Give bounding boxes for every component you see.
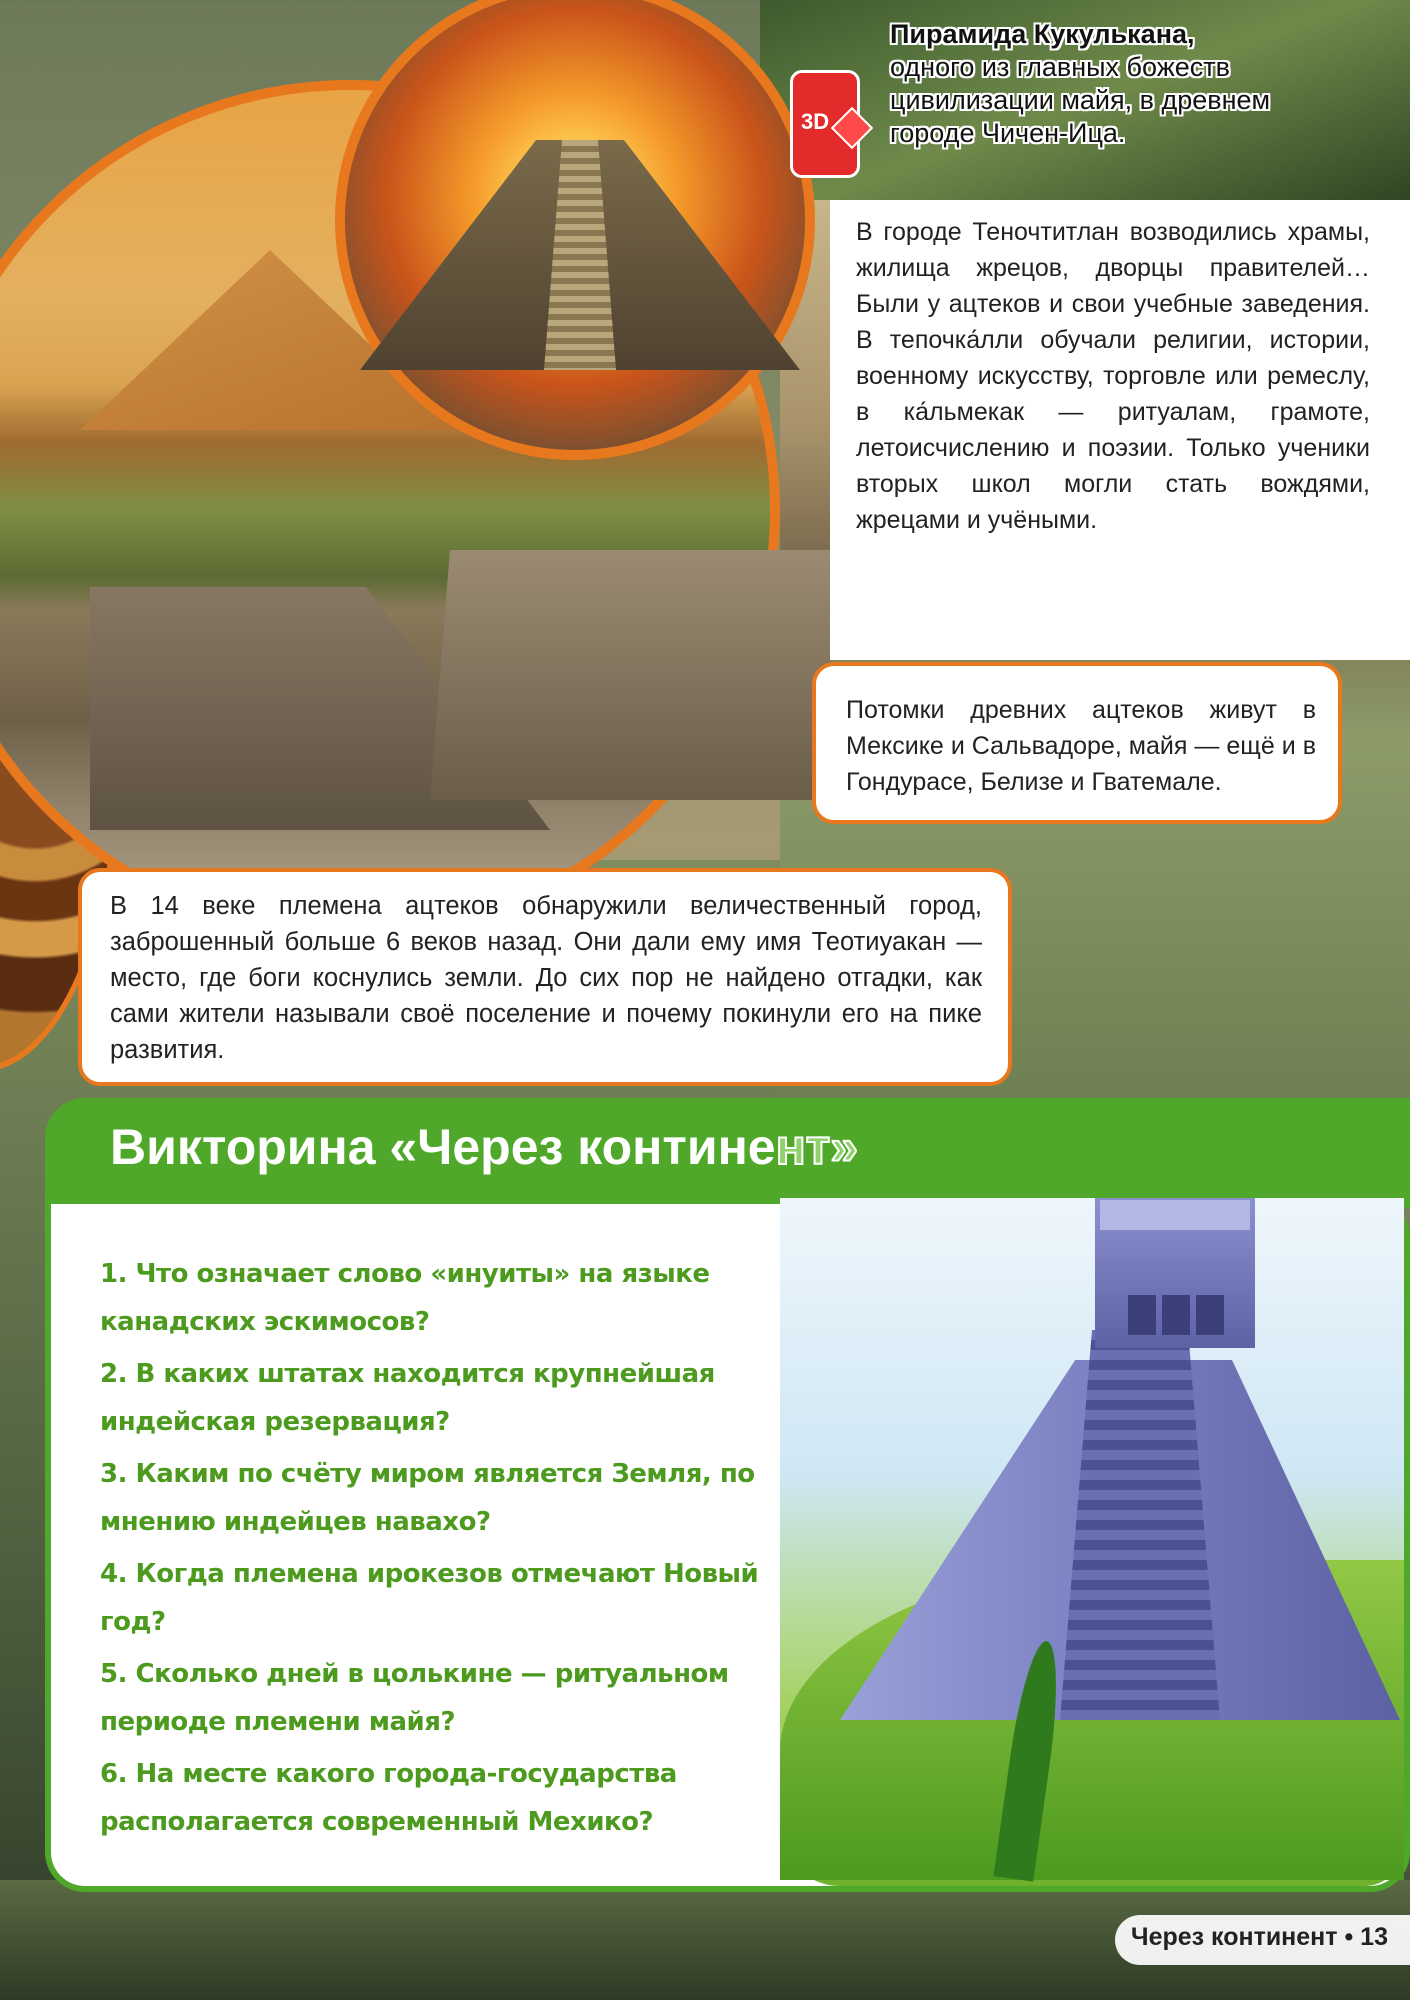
descendants-text: Потомки древних ацтеков живут в Мексике и Сальвадоре, майя — ещё и в Гондурасе, Белизе и Гватемале. bbox=[846, 696, 1316, 796]
descendants-text-box bbox=[812, 662, 1342, 824]
page-footer bbox=[1115, 1915, 1410, 1965]
caption-title: Пирамида Кукулькана, bbox=[890, 19, 1195, 49]
tenochtitlan-text-panel bbox=[830, 200, 1410, 660]
quiz-question: 2. В каких штатах находится крупнейшая индейская резервация? bbox=[100, 1359, 715, 1437]
caption-line: городе Чичен-Ица. bbox=[890, 118, 1126, 148]
caption-line: цивилизации майя, в древнем bbox=[890, 85, 1271, 115]
quiz-title-fade: нт» bbox=[775, 1119, 859, 1175]
teotihuacan-text-box bbox=[78, 868, 1012, 1086]
teotihuacan-text: В 14 веке племена ацтеков обнаружили величественный город, заброшенный больше 6 веков назад. Они дали ему имя Теотиуакан — место, где боги коснулись земли. До сих пор не найдено отгадки, как сами жители называли своё поселение и почему покинули его на пике развития. bbox=[110, 892, 982, 1064]
quiz-question: 4. Когда племена ирокезов отмечают Новый год? bbox=[100, 1559, 759, 1637]
page-number-label: Через континент • 13 bbox=[1131, 1923, 1388, 1951]
quiz-question: 6. На месте какого города-государства располагается современный Мехико? bbox=[100, 1759, 677, 1837]
illustration-temple-cap bbox=[1100, 1200, 1250, 1230]
3d-badge[interactable] bbox=[790, 70, 860, 178]
quiz-question: 3. Каким по счёту миром является Земля, по мнению индейцев навахо? bbox=[100, 1459, 755, 1537]
quiz-question: 5. Сколько дней в цолькине — ритуальном периоде племени майя? bbox=[100, 1659, 729, 1737]
quiz-title bbox=[110, 1118, 858, 1176]
quiz-questions bbox=[100, 1250, 780, 1850]
temple-ruins-image-2 bbox=[430, 550, 830, 800]
illustration-door bbox=[1128, 1295, 1156, 1335]
tenochtitlan-text: В городе Теночтитлан возводились храмы, жилища жрецов, дворцы правителей… Были у ацтеков и свои учебные заведения. В тепочка́лли обучали религии, истории, военному искусству, торговле или ремеслу, в ка́льмекак — ритуалам, грамоте, летоисчислению и поэзии. Только ученики вторых школ могли стать вождями, жрецами и учёными. bbox=[856, 218, 1370, 534]
illustration-door bbox=[1196, 1295, 1224, 1335]
caption-line: одного из главных божеств bbox=[890, 52, 1230, 82]
quiz-question: 1. Что означает слово «инуиты» на языке канадских эскимосов? bbox=[100, 1259, 710, 1337]
3d-badge-label: 3D bbox=[801, 109, 830, 134]
quiz-title-main: Викторина «Через контине bbox=[110, 1119, 776, 1175]
illustration-door bbox=[1162, 1295, 1190, 1335]
photo-caption bbox=[890, 18, 1410, 150]
